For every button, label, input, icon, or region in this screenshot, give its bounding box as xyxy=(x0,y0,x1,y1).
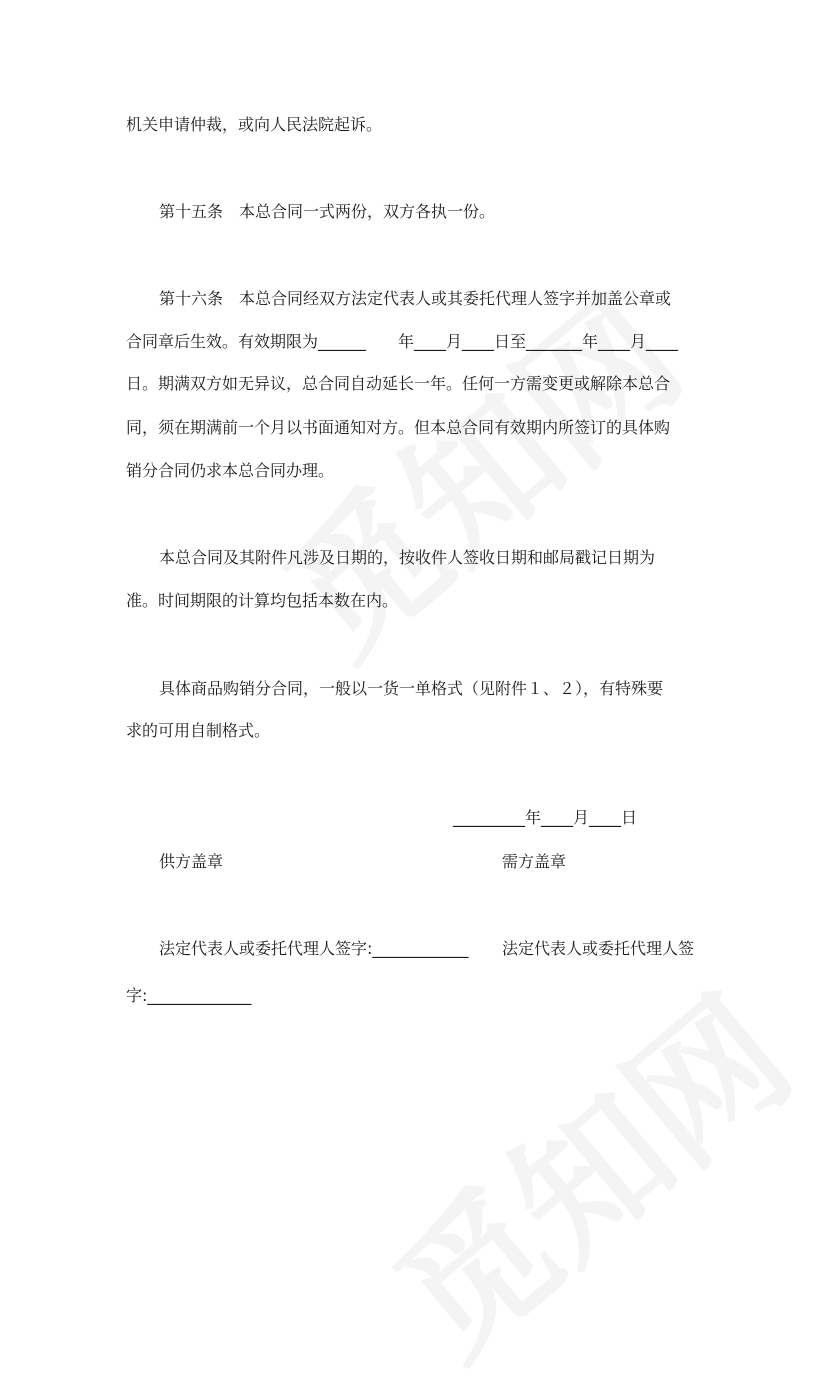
supplier-seal-label: 供方盖章 xyxy=(159,852,224,871)
article-15: 第十五条 本总合同一式两份，双方各执一份。 xyxy=(159,202,496,221)
article-16-line: 第十六条 本总合同经双方法定代表人或其委托代理人签字并加盖公章或 xyxy=(159,289,672,308)
watermark xyxy=(343,941,827,1395)
buyer-rep-signature: 法定代表人或委托代理人签 xyxy=(502,939,695,958)
buyer-rep-signature-tail: 字:_____________ xyxy=(126,986,252,1005)
dates-paragraph-line: 准。时间期限的计算均包括本数在内。 xyxy=(126,591,399,610)
supplier-rep-signature: 法定代表人或委托代理人签字:____________ xyxy=(159,939,469,958)
format-paragraph-line: 求的可用自制格式。 xyxy=(126,721,271,740)
article-16-line: 日。期满双方如无异议，总合同自动延长一年。任何一方需变更或解除本总合 xyxy=(126,374,671,393)
article-16-line: 同，须在期满前一个月以书面通知对方。但本总合同有效期内所签订的具体购 xyxy=(126,418,671,437)
format-paragraph-line: 具体商品购销分合同，一般以一货一单格式（见附件１、２），有特殊要 xyxy=(159,679,664,698)
article-16-line: 销分合同仍求本总合同办理。 xyxy=(126,461,335,480)
paragraph-line: 机关申请仲裁，或向人民法院起诉。 xyxy=(126,115,383,134)
buyer-seal-label: 需方盖章 xyxy=(502,852,567,871)
sign-date: _________年____月____日 xyxy=(453,808,638,827)
dates-paragraph-line: 本总合同及其附件凡涉及日期的，按收件人签收日期和邮局戳记日期为 xyxy=(159,548,656,567)
article-16-line: 合同章后生效。有效期限为______ 年____月____日至_______年____月____ xyxy=(126,332,679,351)
